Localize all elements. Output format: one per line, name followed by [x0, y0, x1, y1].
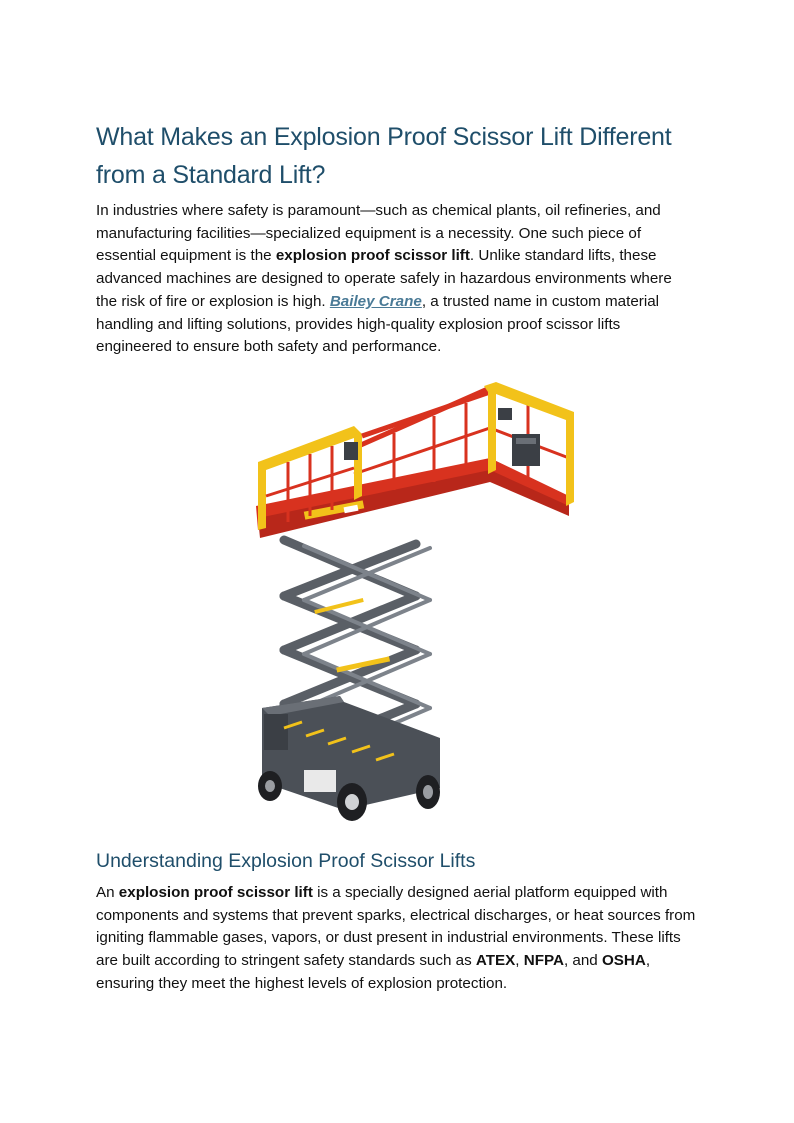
section-paragraph: [96, 882, 696, 996]
atex-term: ATEX: [475, 952, 516, 970]
nfpa-term: NFPA: [523, 952, 564, 970]
bailey-crane-link[interactable]: Bailey Crane: [329, 292, 422, 310]
section-text-3: , and: [563, 952, 602, 970]
page-title: What Makes an Explosion Proof Scissor Lift Different from a Standard Lift?: [96, 123, 672, 189]
osha-term: OSHA: [601, 952, 646, 970]
section-text-2: ,: [515, 952, 524, 970]
section-heading: Understanding Explosion Proof Scissor Lifts: [96, 850, 476, 872]
intro-paragraph: [96, 200, 696, 359]
section-text-4: , ensuring they meet the highest levels of explosion protection.: [96, 952, 651, 992]
intro-text-3: , a trusted name in custom material handling and lifting solutions, provides high-quality explosion proof scissor lifts engineered to ensure both safety and performance.: [96, 292, 660, 356]
intro-text-2: . Unlike standard lifts, these advanced machines are designed to operate safely in hazardous environments where the risk of fire or explosion is high.: [96, 247, 672, 310]
intro-text-1: In industries where safety is paramount—such as chemical plants, oil refineries, and manufacturing facilities—specialized equipment is a necessity. One such piece of essential equipment is the: [96, 202, 661, 265]
section-bold-term: explosion proof scissor lift: [118, 884, 313, 901]
section-text-1: is a specially designed aerial platform equipped with components and systems that prevent sparks, electrical discharges, or heat sources from igniting flammable gases, vapors, or dust present in industrial environments. These lifts are built according to stringent safety standards such as: [96, 884, 696, 970]
scissor-lift-image: [244, 378, 580, 828]
intro-bold-term: explosion proof scissor lift: [275, 247, 470, 265]
section-text-0: An: [96, 884, 119, 901]
